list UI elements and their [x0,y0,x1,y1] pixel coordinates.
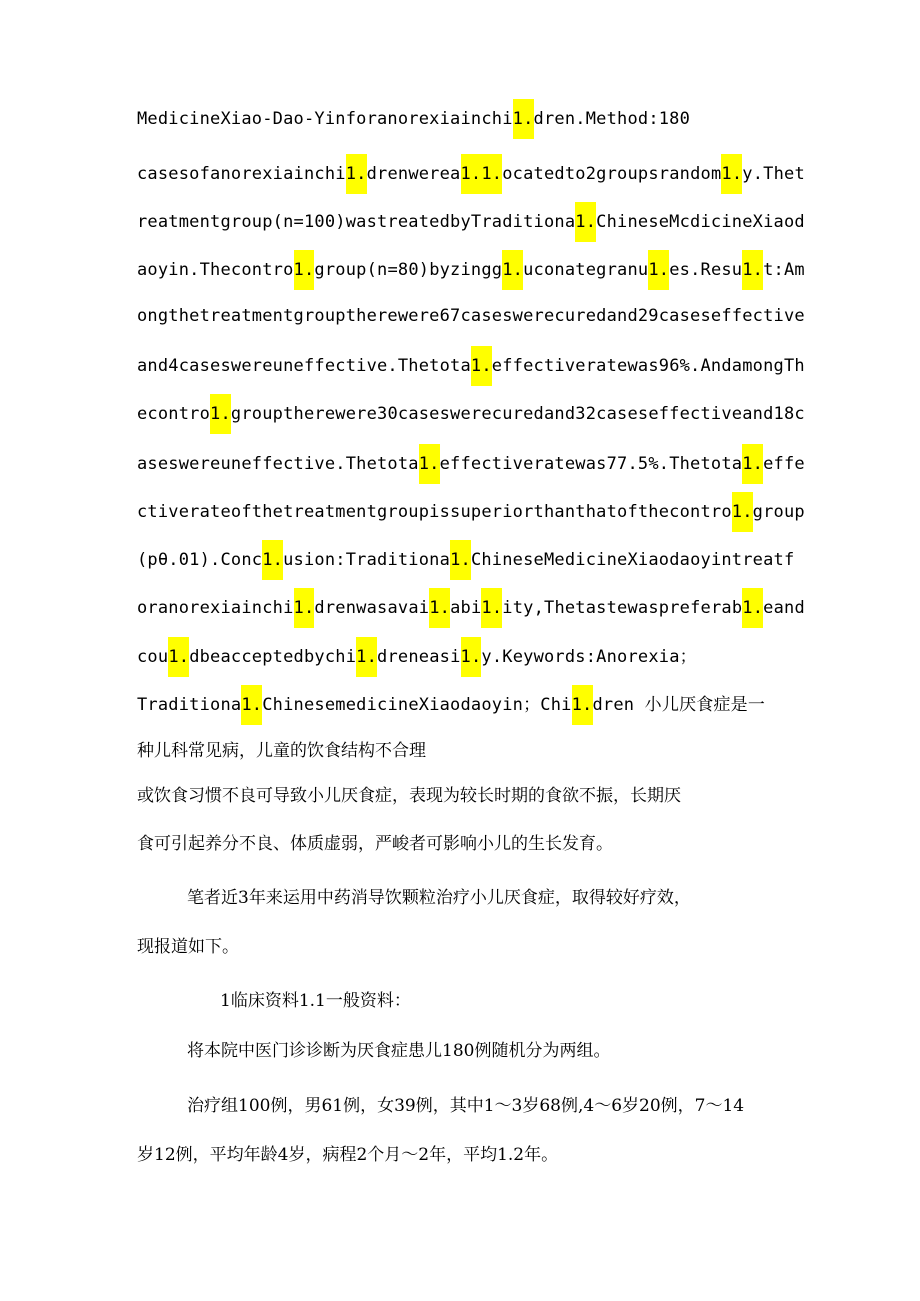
highlighted-text: 1.1. [461,154,503,194]
text-segment: 种儿科常见病，儿童的饮食结构不合理 [137,741,426,761]
text-segment: t:Am [763,260,805,280]
text-segment: dreneasi [377,647,461,667]
text-segment: 或饮食习惯不良可导致小儿厌食症，表现为较长时期的食欲不振，长期厌 [137,786,681,806]
text-segment: ongthetreatmentgrouptherewere67caseswerecuredand29caseseffective [137,306,805,326]
text-segment: and4caseswereuneffective.Thetota [137,356,471,376]
abstract-line-8 [137,444,805,484]
text-segment: dren 小儿厌食症是一 [592,695,766,715]
text-segment: ChineseMcdicineXiaod [596,212,805,232]
text-segment: MedicineXiao-Dao-Yinforanorexiainchi [137,109,513,129]
abstract-line-7 [137,394,805,434]
body-paragraph-2-line-1 [187,880,691,916]
highlighted-text: 1. [513,99,534,139]
text-segment: cou [137,647,169,667]
highlighted-text: 1. [742,444,763,484]
text-segment: uconategranu [523,260,649,280]
text-segment: dbeacceptedbychi [189,647,357,667]
highlighted-text: 1. [262,540,283,580]
highlighted-text: 1. [356,637,377,677]
highlighted-text: 1. [210,394,231,434]
abstract-line-3 [137,202,805,242]
text-segment: aseswereuneffective.Thetota [137,454,419,474]
abstract-line-2 [137,154,805,194]
abstract-line-9 [137,492,805,532]
text-segment: group [752,502,805,522]
text-segment: ChineseMedicineXiaodaoyintreatf [470,550,795,570]
text-segment: group(n=80)byzingg [314,260,503,280]
highlighted-text: 1. [294,588,315,628]
text-segment: eand [763,598,805,618]
highlighted-text: 1. [294,250,315,290]
text-segment: casesofanorexiainchi [137,164,346,184]
text-segment: dren.Method:180 [533,109,691,129]
text-segment: effectiveratewas96%.AndamongTh [491,356,805,376]
abstract-line-10 [137,540,794,580]
highlighted-text: 1. [168,637,189,677]
body-paragraph-1-line-1 [137,733,426,769]
highlighted-text: 1. [241,685,262,725]
text-segment: econtro [137,404,211,424]
text-segment: 现报道如下。 [137,937,239,957]
text-segment: effectiveratewas77.5%.Thetota [439,454,743,474]
text-segment: es.Resu [669,260,743,280]
highlighted-text: 1. [419,444,440,484]
body-paragraph-1-line-3 [137,826,613,862]
highlighted-text: 1. [450,540,471,580]
highlighted-text: 1. [461,637,482,677]
section-heading [220,983,411,1019]
highlighted-text: 1. [572,685,593,725]
abstract-line-1 [137,99,690,139]
text-segment: ctiverateofthetreatmentgroupissuperiorthanthatofthecontro [137,502,732,522]
highlighted-text: 1. [742,250,763,290]
highlighted-text: 1. [429,588,450,628]
text-segment: reatmentgroup(n=100)wastreatedbyTraditiona [137,212,576,232]
text-segment: 1临床资料1.1一般资料： [220,991,411,1011]
body-paragraph-1-line-2 [137,778,681,814]
highlighted-text: 1. [742,588,763,628]
text-segment: effe [763,454,805,474]
text-segment: usion:Traditiona [283,550,451,570]
text-segment: ity,Thetastewaspreferab [502,598,743,618]
highlighted-text: 1. [502,250,523,290]
text-segment: abi [450,598,482,618]
text-segment: (pθ.01).Conc [137,550,263,570]
text-segment: 笔者近3年来运用中药消导饮颗粒治疗小儿厌食症，取得较好疗效， [187,888,691,908]
abstract-line-12 [137,637,697,677]
text-segment: drenwasavai [314,598,430,618]
highlighted-text: 1. [721,154,742,194]
text-segment: 岁12例，平均年龄4岁，病程2个月～2年，平均1.2年。 [137,1145,559,1165]
body-paragraph-4-line-2 [137,1137,558,1173]
abstract-line-6 [137,346,805,386]
highlighted-text: 1. [575,202,596,242]
highlighted-text: 1. [648,250,669,290]
abstract-line-4 [137,250,805,290]
highlighted-text: 1. [481,588,502,628]
body-paragraph-3 [187,1033,610,1069]
text-segment: y.Thet [742,164,805,184]
text-segment: 食可引起养分不良、体质虚弱，严峻者可影响小儿的生长发育。 [137,834,613,854]
body-paragraph-4-line-1 [187,1088,744,1124]
highlighted-text: 1. [471,346,492,386]
text-segment: grouptherewere30caseswerecuredand32caseseffectiveand18c [230,404,805,424]
highlighted-text: 1. [732,492,753,532]
body-paragraph-2-line-2 [137,929,239,965]
abstract-line-13 [137,685,765,725]
highlighted-text: 1. [346,154,367,194]
text-segment: 将本院中医门诊诊断为厌食症患儿180例随机分为两组。 [187,1041,611,1061]
text-segment: Traditiona [137,695,242,715]
text-segment: oranorexiainchi [137,598,294,618]
abstract-line-11 [137,588,805,628]
text-segment: aoyin.Thecontro [137,260,294,280]
text-segment: ChinesemedicineXiaodaoyin；Chi [262,695,572,715]
abstract-line-5 [137,298,805,334]
text-segment: y.Keywords:Anorexia； [481,647,697,667]
text-segment: 治疗组100例，男61例，女39例，其中1～3岁68例,4～6岁20例，7～14 [187,1096,745,1116]
text-segment: drenwerea [366,164,461,184]
text-segment: ocatedto2groupsrandom [502,164,722,184]
